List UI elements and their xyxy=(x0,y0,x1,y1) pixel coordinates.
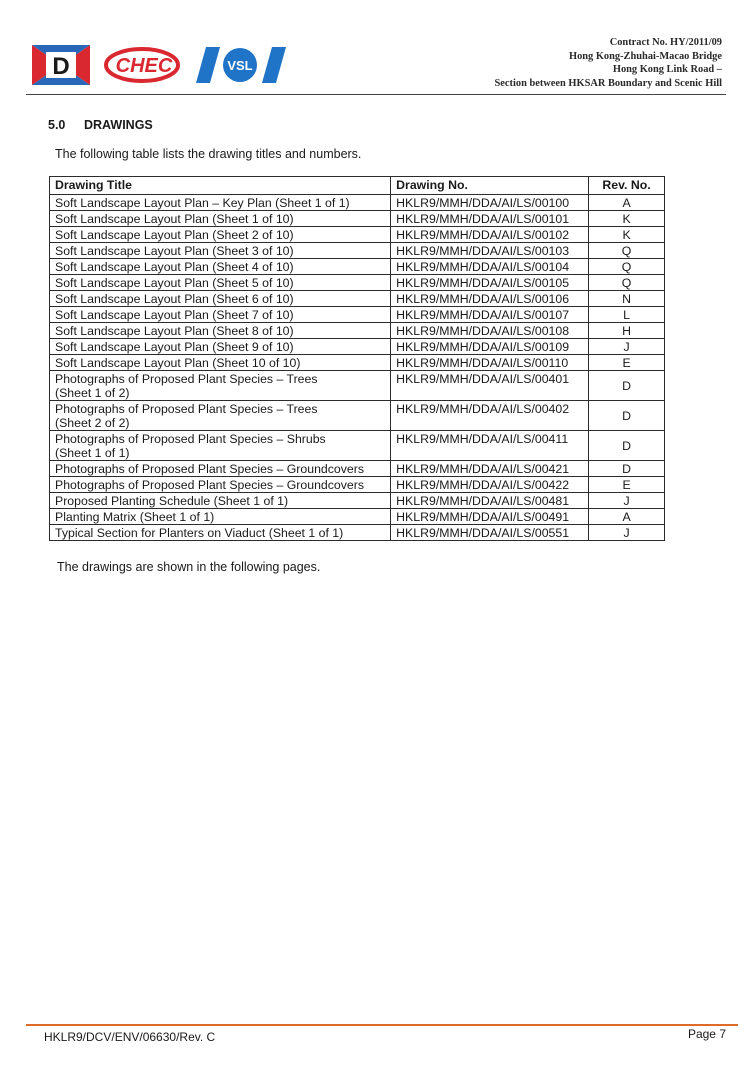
revision-cell: H xyxy=(589,323,665,339)
drawing-title-line: Soft Landscape Layout Plan (Sheet 5 of 10) xyxy=(55,276,294,290)
drawings-table xyxy=(49,176,665,541)
drawing-title-line: Soft Landscape Layout Plan (Sheet 9 of 10) xyxy=(55,340,294,354)
header-line: Hong Kong Link Road – xyxy=(612,64,722,75)
table-row xyxy=(50,243,665,259)
page-number: Page 7 xyxy=(687,1027,726,1041)
drawing-number-cell: HKLR9/MMH/DDA/AI/LS/00103 xyxy=(391,243,589,259)
footer-divider xyxy=(26,1024,738,1026)
table-row xyxy=(50,525,665,541)
vsl-logo-icon xyxy=(196,45,288,85)
table-row xyxy=(50,291,665,307)
revision-cell: Q xyxy=(589,275,665,291)
drawing-title-cell xyxy=(50,339,391,355)
drawing-title-line: Soft Landscape Layout Plan (Sheet 6 of 10) xyxy=(55,292,294,306)
table-row xyxy=(50,339,665,355)
d-logo-icon xyxy=(32,45,90,85)
revision-cell: A xyxy=(589,195,665,211)
drawing-number-cell: HKLR9/MMH/DDA/AI/LS/00102 xyxy=(391,227,589,243)
table-row xyxy=(50,477,665,493)
drawing-title-cell xyxy=(50,211,391,227)
d-logo-text: D xyxy=(52,53,70,80)
document-reference: HKLR9/DCV/ENV/06630/Rev. C xyxy=(44,1030,216,1044)
drawing-title-cell xyxy=(50,227,391,243)
drawing-title-line: Photographs of Proposed Plant Species – Trees xyxy=(55,372,318,386)
revision-cell: D xyxy=(589,371,665,401)
intro-text: The following table lists the drawing titles and numbers. xyxy=(55,147,362,161)
revision-cell: L xyxy=(589,307,665,323)
drawing-title-line: Soft Landscape Layout Plan (Sheet 8 of 10) xyxy=(55,324,294,338)
section-title: DRAWINGS xyxy=(84,118,153,132)
table-body xyxy=(50,195,665,541)
table-row xyxy=(50,461,665,477)
drawing-title-cell xyxy=(50,431,391,461)
drawing-number-cell: HKLR9/MMH/DDA/AI/LS/00421 xyxy=(391,461,589,477)
drawing-number-cell: HKLR9/MMH/DDA/AI/LS/00100 xyxy=(391,195,589,211)
table-row xyxy=(50,371,665,401)
chec-logo-icon xyxy=(104,45,184,85)
drawing-title-line: Proposed Planting Schedule (Sheet 1 of 1) xyxy=(55,494,289,508)
drawing-title-line: Photographs of Proposed Plant Species – Groundcovers xyxy=(55,478,364,492)
drawing-title-cell xyxy=(50,243,391,259)
table-row xyxy=(50,307,665,323)
drawing-title-cell xyxy=(50,291,391,307)
chec-logo-text: CHEC xyxy=(115,55,173,77)
revision-cell: Q xyxy=(589,259,665,275)
revision-cell: E xyxy=(589,355,665,371)
drawing-title-cell xyxy=(50,259,391,275)
section-number: 5.0 xyxy=(48,118,66,132)
section-heading xyxy=(48,118,153,132)
drawing-number-cell: HKLR9/MMH/DDA/AI/LS/00107 xyxy=(391,307,589,323)
header-line: Contract No. HY/2011/09 xyxy=(609,37,722,48)
column-header-rev: Rev. No. xyxy=(589,177,665,195)
closing-text: The drawings are shown in the following pages. xyxy=(57,560,321,574)
table-row xyxy=(50,259,665,275)
drawing-number-cell: HKLR9/MMH/DDA/AI/LS/00108 xyxy=(391,323,589,339)
drawing-title-line: Photographs of Proposed Plant Species – Groundcovers xyxy=(55,462,364,476)
table-row xyxy=(50,509,665,525)
table-row xyxy=(50,195,665,211)
revision-cell: J xyxy=(589,493,665,509)
table-row xyxy=(50,355,665,371)
drawing-title-cell xyxy=(50,525,391,541)
header-divider xyxy=(26,94,726,95)
revision-cell: N xyxy=(589,291,665,307)
drawing-number-cell: HKLR9/MMH/DDA/AI/LS/00422 xyxy=(391,477,589,493)
drawing-number-cell: HKLR9/MMH/DDA/AI/LS/00481 xyxy=(391,493,589,509)
drawing-title-line: Photographs of Proposed Plant Species – Trees xyxy=(55,402,318,416)
header-line: Section between HKSAR Boundary and Scenic Hill xyxy=(494,77,722,89)
table-row xyxy=(50,227,665,243)
table-row xyxy=(50,211,665,227)
drawing-title-cell xyxy=(50,323,391,339)
table-row xyxy=(50,323,665,339)
drawing-title-cell xyxy=(50,461,391,477)
drawing-title-line: Soft Landscape Layout Plan (Sheet 2 of 10) xyxy=(55,228,294,242)
table-row xyxy=(50,401,665,431)
revision-cell: K xyxy=(589,227,665,243)
revision-cell: E xyxy=(589,477,665,493)
drawing-number-cell: HKLR9/MMH/DDA/AI/LS/00401 xyxy=(391,371,589,401)
drawing-number-cell: HKLR9/MMH/DDA/AI/LS/00109 xyxy=(391,339,589,355)
drawing-title-line: Planting Matrix (Sheet 1 of 1) xyxy=(55,510,215,524)
revision-cell: Q xyxy=(589,243,665,259)
drawing-title-line: Soft Landscape Layout Plan (Sheet 7 of 10) xyxy=(55,308,294,322)
column-header-title: Drawing Title xyxy=(50,177,391,195)
table-row xyxy=(50,275,665,291)
drawing-title-cell xyxy=(50,195,391,211)
vsl-logo-text: VSL xyxy=(227,58,253,73)
header-line: Hong Kong-Zhuhai-Macao Bridge xyxy=(569,50,722,62)
revision-cell: A xyxy=(589,509,665,525)
drawing-title-line: Soft Landscape Layout Plan (Sheet 3 of 10) xyxy=(55,244,294,258)
drawing-title-cell xyxy=(50,477,391,493)
drawing-title-line: Photographs of Proposed Plant Species – Shrubs xyxy=(55,432,326,446)
drawing-number-cell: HKLR9/MMH/DDA/AI/LS/00104 xyxy=(391,259,589,275)
drawing-title-cell xyxy=(50,509,391,525)
drawing-number-cell: HKLR9/MMH/DDA/AI/LS/00551 xyxy=(391,525,589,541)
drawing-title-line: (Sheet 1 of 1) xyxy=(55,446,130,460)
drawing-title-line: Soft Landscape Layout Plan (Sheet 4 of 10) xyxy=(55,260,294,274)
drawing-title-line: Typical Section for Planters on Viaduct (Sheet 1 of 1) xyxy=(55,526,344,540)
drawing-number-cell: HKLR9/MMH/DDA/AI/LS/00106 xyxy=(391,291,589,307)
drawing-title-line: (Sheet 2 of 2) xyxy=(55,416,130,430)
column-header-number: Drawing No. xyxy=(391,177,589,195)
drawing-title-cell xyxy=(50,401,391,431)
drawing-title-line: Soft Landscape Layout Plan (Sheet 10 of 10) xyxy=(55,356,301,370)
drawing-number-cell: HKLR9/MMH/DDA/AI/LS/00402 xyxy=(391,401,589,431)
revision-cell: D xyxy=(589,431,665,461)
drawing-title-cell xyxy=(50,371,391,401)
table-row xyxy=(50,493,665,509)
drawing-title-cell xyxy=(50,307,391,323)
drawing-title-line: Soft Landscape Layout Plan (Sheet 1 of 10) xyxy=(55,212,294,226)
table-row xyxy=(50,431,665,461)
drawing-title-cell xyxy=(50,493,391,509)
contract-header xyxy=(495,36,722,90)
drawing-number-cell: HKLR9/MMH/DDA/AI/LS/00411 xyxy=(391,431,589,461)
drawing-number-cell: HKLR9/MMH/DDA/AI/LS/00110 xyxy=(391,355,589,371)
drawing-title-line: (Sheet 1 of 2) xyxy=(55,386,130,400)
revision-cell: J xyxy=(589,525,665,541)
drawing-number-cell: HKLR9/MMH/DDA/AI/LS/00101 xyxy=(391,211,589,227)
drawing-number-cell: HKLR9/MMH/DDA/AI/LS/00491 xyxy=(391,509,589,525)
revision-cell: J xyxy=(589,339,665,355)
drawing-title-cell xyxy=(50,275,391,291)
drawing-title-cell xyxy=(50,355,391,371)
revision-cell: D xyxy=(589,461,665,477)
revision-cell: K xyxy=(589,211,665,227)
company-logos xyxy=(32,45,292,85)
revision-cell: D xyxy=(589,401,665,431)
drawing-number-cell: HKLR9/MMH/DDA/AI/LS/00105 xyxy=(391,275,589,291)
drawing-title-line: Soft Landscape Layout Plan – Key Plan (Sheet 1 of 1) xyxy=(55,196,350,210)
table-header-row xyxy=(50,177,665,195)
